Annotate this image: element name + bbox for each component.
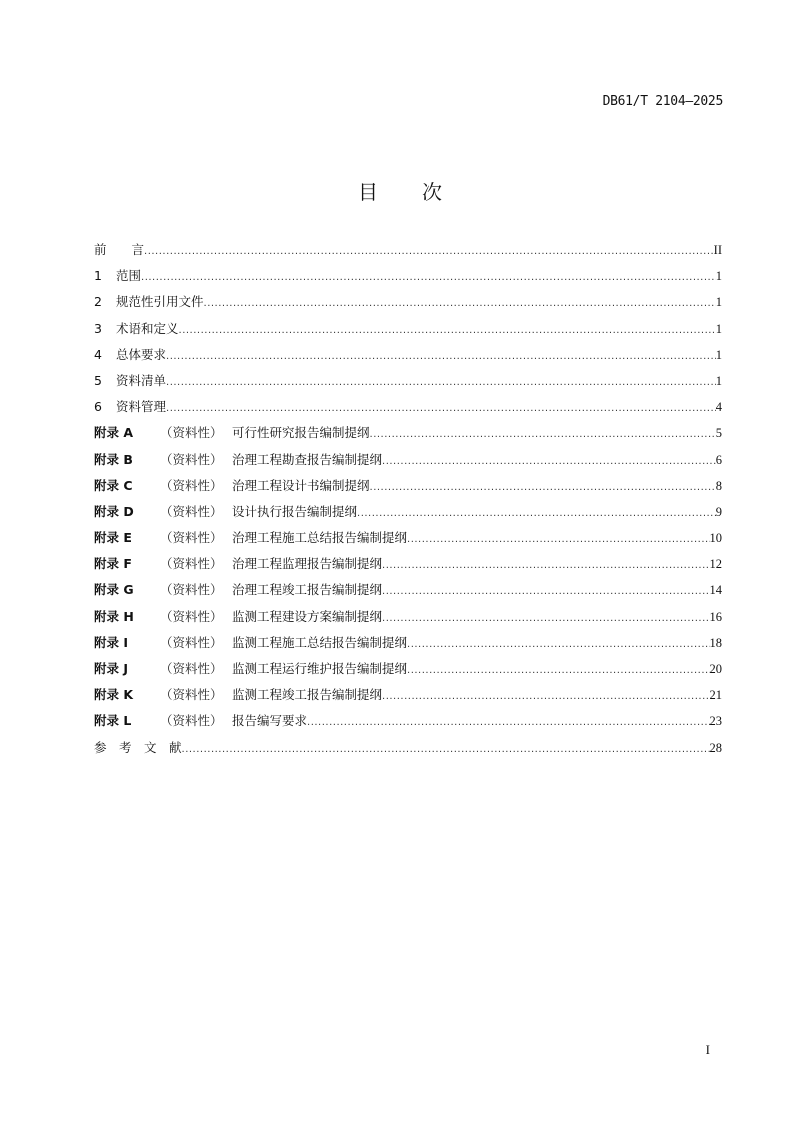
toc-entry-title: 资料管理	[116, 399, 167, 415]
appendix-id: 附录 A	[94, 425, 134, 441]
appendix-title: 治理工程设计书编制提纲	[232, 477, 370, 493]
toc-entry-page: 9	[715, 504, 722, 519]
toc-entry-page: 1	[715, 321, 722, 336]
dot-leader	[382, 560, 709, 571]
toc-entry[interactable]	[94, 292, 722, 318]
appendix-title: 治理工程监理报告编制提纲	[232, 556, 383, 572]
appendix-type: （资料性）	[160, 503, 223, 519]
toc-entry-page: 16	[709, 609, 722, 624]
toc-entry-number: 6	[94, 399, 102, 415]
toc-entry-label	[94, 397, 166, 415]
appendix-title: 监测工程运行维护报告编制提纲	[232, 661, 408, 676]
toc-entry-page: 10	[709, 531, 722, 546]
toc-entry-page: 1	[715, 373, 722, 388]
appendix-id: 附录 G	[94, 582, 134, 598]
appendix-title: 监测工程建设方案编制提纲	[232, 608, 383, 624]
appendix-type: （资料性）	[160, 451, 223, 467]
dot-leader	[370, 429, 716, 440]
page-number: I	[705, 1042, 710, 1057]
toc-appendix-entry[interactable]	[94, 476, 722, 502]
toc-appendix-entry[interactable]	[94, 528, 722, 554]
toc-appendix-entry[interactable]	[94, 685, 722, 711]
toc-entry-page: 4	[715, 400, 722, 415]
toc-entry-page: 8	[715, 478, 722, 493]
dot-leader	[407, 639, 709, 650]
dot-leader	[166, 403, 716, 414]
toc-appendix-entry[interactable]	[94, 580, 722, 606]
appendix-title: 可行性研究报告编制提纲	[232, 425, 370, 441]
toc-entry-title: 范围	[116, 268, 142, 284]
dot-leader	[382, 613, 709, 624]
toc-entry[interactable]	[94, 319, 722, 345]
toc-entry[interactable]	[94, 240, 722, 266]
dot-leader	[357, 508, 716, 519]
appendix-id: 附录 K	[94, 687, 134, 703]
toc-entry-title: 总体要求	[116, 346, 167, 362]
toc-entry-title: 参 考 文 献	[94, 739, 182, 755]
dot-leader	[166, 377, 716, 388]
toc-entry-label	[94, 554, 382, 572]
appendix-type: （资料性）	[160, 634, 223, 650]
toc-entry-label	[94, 266, 141, 284]
appendix-type: （资料性）	[160, 425, 223, 441]
toc-entry-label	[94, 450, 382, 468]
toc-entry-label	[94, 423, 370, 441]
appendix-type: （资料性）	[160, 530, 223, 546]
toc-entry-page: 1	[715, 295, 722, 310]
toc-entry-label	[94, 711, 307, 729]
toc-entry-page: II	[713, 243, 722, 257]
dot-leader	[144, 246, 714, 257]
page-title	[0, 176, 800, 205]
appendix-title: 监测工程竣工报告编制提纲	[232, 687, 383, 703]
toc-entry-number: 4	[94, 346, 102, 362]
toc-entry-page: 12	[709, 557, 722, 572]
toc-entry-page: 5	[715, 426, 722, 441]
toc-appendix-entry[interactable]	[94, 423, 722, 449]
appendix-title: 治理工程勘查报告编制提纲	[232, 451, 383, 467]
toc-entry-page: 23	[709, 714, 722, 729]
toc-entry-page: 1	[715, 269, 722, 284]
toc-entry-label	[94, 476, 370, 494]
appendix-title: 报告编写要求	[232, 713, 308, 729]
toc-entry-number: 3	[94, 320, 102, 336]
toc-entry[interactable]	[94, 371, 722, 397]
toc-entry[interactable]	[94, 266, 722, 292]
toc-entry-page: 20	[709, 662, 722, 676]
appendix-id: 附录 C	[94, 477, 133, 493]
toc-appendix-entry[interactable]	[94, 502, 722, 528]
toc-entry-label	[94, 502, 357, 520]
appendix-id: 附录 I	[94, 634, 129, 650]
appendix-id: 附录 H	[94, 608, 134, 624]
toc-entry-number: 5	[94, 372, 102, 388]
toc-entry-label	[94, 319, 179, 337]
toc-entry-title: 术语和定义	[116, 320, 179, 336]
toc-appendix-entry[interactable]	[94, 711, 722, 737]
toc-references-entry[interactable]	[94, 738, 722, 764]
dot-leader	[307, 717, 709, 728]
appendix-type: （资料性）	[160, 608, 223, 624]
dot-leader	[179, 325, 716, 336]
appendix-title: 治理工程竣工报告编制提纲	[232, 582, 383, 598]
dot-leader	[141, 272, 716, 283]
toc-entry-title: 资料清单	[116, 372, 167, 388]
toc-entry-label	[94, 580, 382, 598]
toc-entry[interactable]	[94, 397, 722, 423]
toc-entry-label	[94, 371, 166, 389]
dot-leader	[407, 665, 709, 676]
toc-entry-label	[94, 607, 382, 625]
toc-appendix-entry[interactable]	[94, 554, 722, 580]
toc-entry-title: 规范性引用文件	[116, 294, 204, 310]
appendix-id: 附录 F	[94, 556, 132, 572]
dot-leader	[382, 691, 709, 702]
toc-entry-label	[94, 292, 204, 310]
toc-appendix-entry[interactable]	[94, 450, 722, 476]
toc-entry-label	[94, 240, 144, 258]
appendix-type: （资料性）	[160, 477, 223, 493]
toc-entry[interactable]	[94, 345, 722, 371]
dot-leader	[166, 351, 716, 362]
appendix-id: 附录 E	[94, 530, 132, 546]
toc-entry-number: 1	[94, 268, 102, 284]
appendix-type: （资料性）	[160, 582, 223, 598]
toc-entry-page: 14	[709, 583, 722, 598]
toc-entry-page: 28	[709, 740, 722, 755]
dot-leader	[204, 298, 716, 309]
appendix-id: 附录 L	[94, 713, 132, 729]
toc-entry-title: 前 言	[94, 242, 145, 257]
dot-leader	[182, 744, 710, 755]
toc-entry-page: 18	[709, 635, 722, 650]
toc-entry-label	[94, 685, 382, 703]
appendix-title: 监测工程施工总结报告编制提纲	[232, 634, 408, 650]
appendix-title: 治理工程施工总结报告编制提纲	[232, 530, 408, 546]
appendix-title: 设计执行报告编制提纲	[232, 503, 358, 519]
toc-entry-label	[94, 659, 407, 677]
toc-appendix-entry[interactable]	[94, 633, 722, 659]
appendix-type: （资料性）	[160, 687, 223, 703]
appendix-type: （资料性）	[160, 661, 223, 676]
title-char: 目	[358, 180, 378, 204]
toc-entry-label	[94, 528, 407, 546]
table-of-contents	[94, 240, 722, 764]
toc-entry-page: 21	[709, 688, 722, 703]
dot-leader	[370, 482, 716, 493]
document-number: DB61/T 2104—2025	[602, 94, 723, 109]
toc-entry-page: 1	[715, 347, 722, 362]
toc-appendix-entry[interactable]	[94, 659, 722, 685]
appendix-id: 附录 J	[94, 661, 129, 676]
appendix-id: 附录 B	[94, 451, 133, 467]
title-char: 次	[422, 180, 442, 204]
dot-leader	[382, 456, 716, 467]
toc-entry-number: 2	[94, 294, 102, 310]
appendix-type: （资料性）	[160, 713, 223, 729]
toc-entry-label	[94, 345, 166, 363]
appendix-id: 附录 D	[94, 503, 134, 519]
toc-appendix-entry[interactable]	[94, 607, 722, 633]
dot-leader	[382, 586, 709, 597]
toc-entry-label	[94, 633, 407, 651]
appendix-type: （资料性）	[160, 556, 223, 572]
dot-leader	[407, 534, 709, 545]
toc-entry-page: 6	[715, 452, 722, 467]
